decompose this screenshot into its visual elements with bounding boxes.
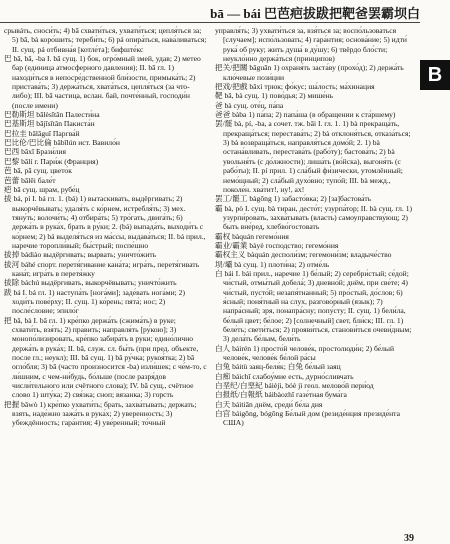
dictionary-entry: срывáть, сноси́ть; 4) bā схвати́ться, ухвати́ться; цепля́ться за; 5) bā, bà коро́шить; тереби́ть; 6) pá опира́ться, нава́ливаться; II. сущ. pá отбивна́я [котле́та]; бифште́кс: [4, 26, 207, 54]
left-column: [4, 26, 207, 534]
dictionary-entry: управля́ть; 3) ухвати́ться за, взя́ться за; воспо́льзоваться [случаем]; испо́льзовать; 4) гара́нтия; основа́ние; 5) идти́ рука́ об руку; жить душа́ в ду́шу; 6) твёрдо бло́сти; неукло́нно держа́ться (принципов): [215, 26, 407, 64]
dictionary-entry: 拔 bá, pí I. bá гл. 1. (bá) 1) вытаскивать, выдёргивать; 2) выкорчёвывать; удаля́ть с ко́рнем, истребля́ть; 3) мех. тяну́ть; волочи́ть; 4) отбира́ть; 5) тро́гать, двига́ть; 6) держа́ть в рука́х, брать в ру́ки; 2. (bá) выпада́ть, выходи́ть с ко́рнем; 2) bá выделя́ться из ма́ссы, выдава́ться; II. bá прил., наречие торопли́вый; бы́стрый; поспе́шно: [4, 194, 206, 250]
dictionary-entry: 爸爸 bàba 1) па́па; 2) папа́ша (в обращении к ста́ршему): [215, 110, 396, 120]
dictionary-entry: 白宫 báigōng, bógōng Бе́лый дом (резиде́нция президе́нта США): [215, 409, 400, 428]
page-header: [0, 0, 420, 23]
dictionary-entry: 把关/把關 bǎguān 1) охраня́ть заста́ву (прохо́д); 2) держа́ть клю́чевые пози́ции: [215, 63, 404, 82]
dictionary-entry: 霸权 bàquán гегемо́ния: [215, 231, 289, 241]
dictionary-entry: 疤 bā сущ. шрам, рубе́ц: [4, 184, 80, 194]
dictionary-entry: 白人 báirén 1) просто́й челове́к, простолюди́н; 2) бе́лый челове́к, челове́к бе́лой ра́сы: [215, 343, 395, 363]
dictionary-entry: 白垩纪/白堊紀 báièjì, bóè jì геол. мелово́й пери́од: [215, 381, 374, 391]
dictionary-entry: 把戏/把戲 bǎxì трюк; фо́кус; ша́лость; ма́хинация: [215, 82, 375, 92]
dictionary-entry: 拔除 báchú выдёргивать, выкорчёвывать; уничто́жить: [4, 278, 177, 288]
dictionary-entry: 跋 bá I. bá гл. 1) наступа́ть [нога́ми]; заде́вать нога́ми; 2) ходи́ть пове́рху; II. сущ. 1) ко́рень; пята́; нос; 2) после́словие; эпило́г: [4, 287, 185, 316]
dictionary-entry: 坝/壩 bà сущ. 1) плоти́на; 2) отме́ль: [215, 259, 330, 269]
dictionary-entry: 罢/罷 bà, pí, -ba, а сочет. тж. bāi I. гл. 1. 1) bà прекраща́ть, прекраща́ться; перестава́ть; 2) bà отклоня́ться, отказа́ться; 3) bà возвраща́ться, направля́ться домо́й; 2. 1) bà остана́вливать, перестава́ть (рабо́ту); бастова́ть; 2) bà увольня́ть (с до́лжности); лиша́ть (во́йска), выгоня́ть (с рабо́ты); II. pí прил. 1) сла́бый фи́зически, утомлённый; немо́щный; 2) сла́бый духо́вно; тупо́й; III. bà межд., поколе́н. хва́тит!, ну!, ах!: [215, 119, 411, 194]
page-number: 39: [404, 533, 414, 544]
dictionary-entry: 巴黎 bālí г. Пари́ж (Франция): [4, 156, 99, 166]
dictionary-entry: 巴基斯坦 bājīsītǎn Пакиста́н: [4, 119, 95, 129]
dictionary-entry: 拔河 báhé спорт. перетя́гивание кана́та; игра́ть, перетя́гивать кана́т, игра́ть в перетя́жку: [4, 259, 200, 278]
dictionary-entry: 白痴 báichī слабоу́мие есть, дурно́сливчать: [215, 371, 354, 381]
page-title: bā — bái 巴芭疤拔跋把靶爸罢霸坝白: [210, 6, 420, 21]
dictionary-entry: 巴拉圭 bālāguī Паргва́й: [4, 128, 80, 138]
dictionary-entry: 巴 bā, bā, -ba I. bā сущ. 1) бок, огро́мный змей, удав; 2) метео бар (единица атмосферного давления); II. bā гл. 1) находи́ться в непосре́дственной бли́зости, примыка́ть; 2) пристава́ть; 3) держа́ться, хвата́ться, цепля́ться (за что-либо); III. bā частица, вслан. бай, почте́нный, господи́н (после имени): [4, 54, 201, 110]
dictionary-entry: 白 bái I. bái прил., наречие 1) бе́лый; 2) серебри́стый; се́дой; чи́стый, отмы́тый добела́; 3) дневно́й; днём, при све́те; 4) чи́стый, пусто́й; незапя́тнанный; 5) про́стый, до́слов; 6) я́сный; поня́тный на слух, разгово́рный (язык); 7) напра́сный; зря, понапра́сну; попу́сту; II. сущ. 1) бели́ла, бе́лый цвет; бе́лое; 2) [солнечный] свет, бли́ск; III. гл. 1) беле́ть; свети́ться; 2) прояви́ться, станови́ться очеви́дным; 3) дела́ть бе́лым, бели́ть: [215, 268, 412, 344]
dictionary-entry: 巴比伦/巴比倫 bābǐlún ист. Вавило́н: [4, 138, 120, 148]
dictionary-entry: 把握 bǎwò 1) кре́пко ухвати́ть; брать, захва́тывать; держать; взять, наде́жно зажа́ть в рука́х; 2) уверенность; 3) убеждённость; гара́нтия; 4) уве́ренный; то́чный: [4, 399, 197, 428]
dictionary-entry: 靶 bǎ, bà сущ. 1) пово́дья; 2) мише́нь: [215, 91, 334, 101]
letter-tab: B: [420, 60, 450, 90]
dictionary-entry: 罢工/罷工 bàgōng 1) забасто́вка; 2) [за]бастова́ть: [215, 194, 372, 204]
dictionary-entry: 把 bǎ, bà I. bǎ гл. 1) кре́пко держа́ть (сжима́ть) в руке; схвати́ть, взя́ть; 2) пра́вить; направля́ть [ру́кою]; 3) монопо́лизировать, кре́пко забира́ть в руки; едино́лично держа́ть в рука́х; II. bǎ, служ. сл. бы́ть (при пред. объекте, после гл.; неукл); III. bǎ сущ. 1) bǎ ру́чка; рукоя́тка; 2) bǎ огло́бля; 3) bǎ (часто произносится -ba) изли́шек; с че́м-то, с ли́шним, с чем-ни́будь, бо́льше (после разря́дов числи́тельного или счётного слова); IV. bǎ сущ., счётное слово 1) шту́ка; 2) свя́зка; сноп; вязанка; 3) горсть: [4, 315, 207, 400]
dictionary-entry: 白兔 báitù заяц-беля́к; 白兔 бе́лый заяц: [215, 362, 341, 372]
dictionary-entry: 芭蕾 bālěi бале́т: [4, 175, 56, 185]
right-column: [215, 26, 416, 534]
dictionary-entry: 拔掉 bádiào выдёргивать; вырвать; уничто́жить: [4, 250, 157, 260]
dictionary-entry: 芭 bā, pā сущ. цвето́к: [4, 166, 72, 176]
dictionary-entry: 巴西 bāxī Брази́лия: [4, 147, 66, 157]
dictionary-entry: 巴勒斯坦 bālèsītǎn Палести́на: [4, 110, 100, 120]
dictionary-entry: 爸 bà сущ. оте́ц, па́па: [215, 100, 284, 110]
dictionary-entry: 霸 bà, pò I. сущ. bà тиран, десто́т; узурпа́тор; II. bà сущ. гл. 1) узурпи́ровать, захва́тывать (власть) самоуправству́ющ; 2) быть вне́ред, хлебво́гостовать: [215, 203, 413, 232]
dictionary-entry: 白报纸/白報紙 báibàozhǐ газе́тная бума́га: [215, 390, 347, 400]
dictionary-entry: 白天 báitiān днём, среди́ бе́ла дня: [215, 399, 323, 409]
dictionary-entry: 霸业/霸業 bàyè господство; гегемо́ния: [215, 240, 339, 250]
dictionary-entry: 霸权主义 bàquán десполи́зм; гегемони́зм; владыче́ство: [215, 250, 392, 260]
